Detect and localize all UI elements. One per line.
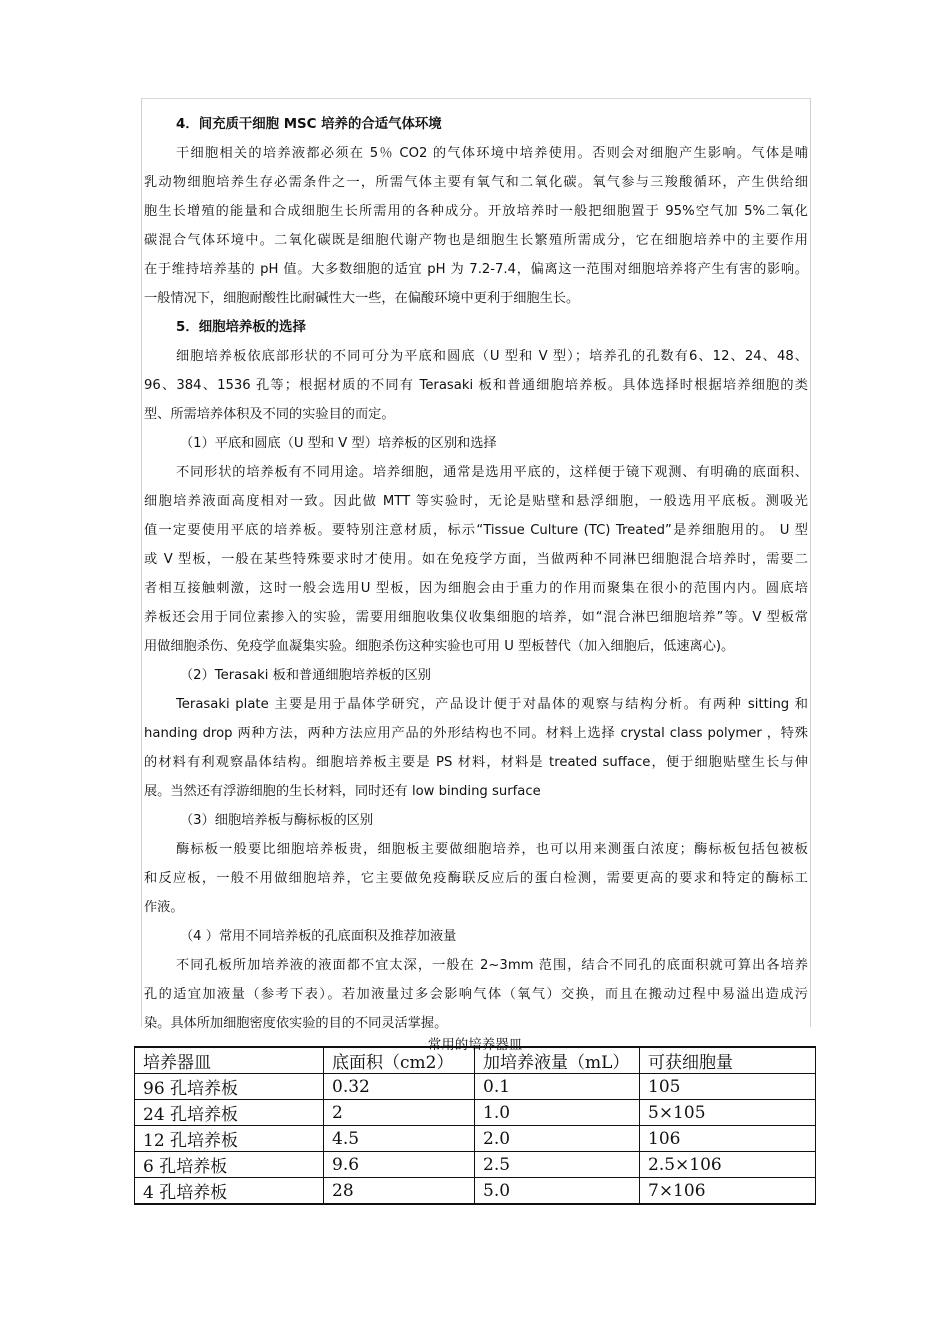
table-cell: 24 孔培养板 — [135, 1100, 324, 1126]
text-line: 值一定要使用平底的培养板。要特别注意材质，标示“Tissue Culture (TC) Treated”是养细胞用的。 U 型 — [144, 523, 808, 538]
text-line: （1）平底和圆底（U 型和 V 型）培养板的区别和选择 — [180, 436, 497, 451]
text-line: 碳混合气体环境中。二氧化碳既是细胞代谢产物也是细胞生长繁殖所需成分，它在细胞培养中的主要作用 — [144, 233, 808, 248]
text-line: 用做细胞杀伤、免疫学血凝集实验。细胞杀伤这种实验也可用 U 型板替代（加入细胞后，低速离心)。 — [144, 639, 735, 654]
text-line: handing drop 两种方法，两种方法应用产品的外形结构也不同。材料上选择 crystal class polymer ，特殊 — [144, 726, 808, 741]
text-line: 不同孔板所加培养液的液面都不宜太深，一般在 2~3mm 范围，结合不同孔的底面积就可算出各培养 — [176, 958, 808, 973]
culture-vessel-table — [134, 1046, 816, 1205]
text-line: 者相互接触刺激，这时一般会选用U 型板，因为细胞会由于重力的作用而聚集在很小的范围内内。圆底培 — [144, 581, 808, 596]
header-volume: 加培养液量（mL） — [475, 1047, 640, 1074]
text-line: 乳动物细胞培养生存必需条件之一，所需气体主要有氧气和二氧化碳。氧气参与三羧酸循环，产生供给细 — [144, 175, 808, 190]
header-vessel: 培养器皿 — [135, 1047, 324, 1074]
table-row — [135, 1178, 816, 1205]
table-row — [135, 1126, 816, 1152]
header-cell-yield: 可获细胞量 — [640, 1047, 816, 1074]
text-line: Terasaki plate 主要是用于晶体学研究，产品设计便于对晶体的观察与结构分析。有两种 sitting 和 — [176, 697, 808, 712]
text-line: 干细胞相关的培养液都必须在 5％ CO2 的气体环境中培养使用。否则会对细胞产生影响。气体是哺 — [176, 146, 808, 161]
table-cell: 9.6 — [324, 1152, 475, 1178]
table-cell: 4.5 — [324, 1126, 475, 1152]
table-caption: 常用的培养器皿 — [427, 1037, 523, 1053]
text-line: （3）细胞培养板与酶标板的区别 — [180, 813, 374, 828]
table-cell: 6 孔培养板 — [135, 1152, 324, 1178]
text-line: （2）Terasaki 板和普通细胞培养板的区别 — [180, 668, 431, 683]
text-line: 作液。 — [144, 900, 184, 915]
table-cell: 12 孔培养板 — [135, 1126, 324, 1152]
table-cell: 28 — [324, 1178, 475, 1205]
text-line: 和反应板，一般不用做细胞培养，它主要做免疫酶联反应后的蛋白检测，需要更高的要求和特定的酶标工 — [144, 871, 808, 886]
table-cell: 96 孔培养板 — [135, 1074, 324, 1100]
table-row — [135, 1100, 816, 1126]
text-line: 孔的适宜加液量（参考下表）。若加液量过多会影响气体（氧气）交换，而且在搬动过程中易溢出造成污 — [144, 987, 808, 1002]
table-row — [135, 1152, 816, 1178]
text-line: （4 ）常用不同培养板的孔底面积及推荐加液量 — [180, 929, 457, 944]
text-line: 不同形状的培养板有不同用途。培养细胞，通常是选用平底的，这样便于镜下观测、有明确的底面积、 — [176, 465, 808, 480]
table-cell: 0.32 — [324, 1074, 475, 1100]
table-cell: 0.1 — [475, 1074, 640, 1100]
table-cell: 106 — [640, 1126, 816, 1152]
table-header-row — [135, 1047, 816, 1074]
text-line: 在于维持培养基的 pH 值。大多数细胞的适宜 pH 为 7.2-7.4，偏离这一范围对细胞培养将产生有害的影响。 — [144, 262, 808, 277]
table-cell: 5×105 — [640, 1100, 816, 1126]
table-row — [135, 1074, 816, 1100]
text-line: 或 V 型板，一般在某些特殊要求时才使用。如在免疫学方面，当做两种不同淋巴细胞混合培养时，需要二 — [144, 552, 808, 567]
text-line: 96、384、1536 孔等；根据材质的不同有 Terasaki 板和普通细胞培养板。具体选择时根据培养细胞的类 — [144, 378, 808, 393]
text-line: 细胞培养液面高度相对一致。因此做 MTT 等实验时，无论是贴壁和悬浮细胞，一般选用平底板。测吸光 — [144, 494, 808, 509]
text-line: 酶标板一般要比细胞培养板贵，细胞板主要做细胞培养，也可以用来测蛋白浓度；酶标板包括包被板 — [176, 842, 808, 857]
text-line: 胞生长增殖的能量和合成细胞生长所需用的各种成分。开放培养时一般把细胞置于 95%空气加 5%二氧化 — [144, 204, 808, 219]
text-line: 展。当然还有浮游细胞的生长材料，同时还有 low binding surface — [144, 784, 541, 799]
table-cell: 2.5 — [475, 1152, 640, 1178]
text-line: 染。具体所加细胞密度依实验的目的不同灵活掌握。 — [144, 1016, 448, 1031]
section-heading: 4．间充质干细胞 MSC 培养的合适气体环境 — [176, 117, 442, 132]
table-cell: 2.0 — [475, 1126, 640, 1152]
table-cell: 5.0 — [475, 1178, 640, 1205]
table-cell: 7×106 — [640, 1178, 816, 1205]
section-heading: 5．细胞培养板的选择 — [176, 320, 306, 335]
text-line: 的材料有利观察晶体结构。细胞培养板主要是 PS 材料，材料是 treated suffac​e，便于细胞贴壁生长与伸 — [144, 755, 808, 770]
document-body — [144, 110, 808, 1038]
table-cell: 2 — [324, 1100, 475, 1126]
table-cell: 4 孔培养板 — [135, 1178, 324, 1205]
table-cell: 2.5×106 — [640, 1152, 816, 1178]
table-cell: 1.0 — [475, 1100, 640, 1126]
text-line: 型、所需培养体积及不同的实验目的而定。 — [144, 407, 395, 422]
text-line: 一般情况下，细胞耐酸性比耐碱性大一些，在偏酸环境中更利于细胞生长。 — [144, 291, 580, 306]
header-area: 底面积（cm2） — [324, 1047, 475, 1074]
text-line: 细胞培养板依底部形状的不同可分为平底和圆底（U 型和 V 型）；培养孔的孔数有6、12、24、48、 — [176, 349, 808, 364]
text-line: 养板还会用于同位素掺入的实验，需要用细胞收集仪收集细胞的培养，如“混合淋巴细胞培养”等。V 型板常 — [144, 610, 808, 625]
table-cell: 105 — [640, 1074, 816, 1100]
